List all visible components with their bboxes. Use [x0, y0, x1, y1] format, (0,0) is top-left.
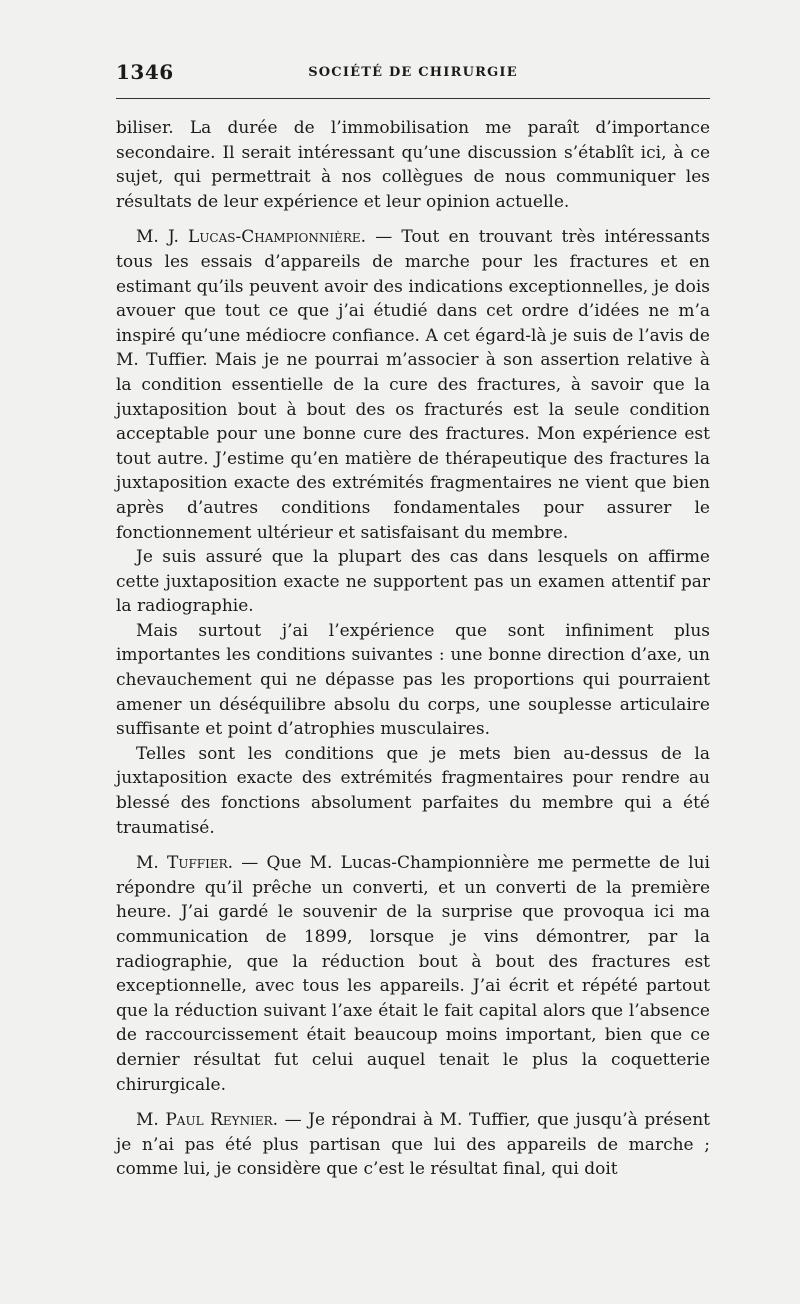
paragraph: biliser. La durée de l’immobilisation me paraît d’importance secondaire. Il serait intéressant qu’une discussion s’établît ici, à ce sujet, qui permettrait à nos collègues de nous communiquer les résultats de leur expérience et leur opinion actuelle.	[116, 118, 710, 212]
page-number: 1346	[116, 60, 174, 84]
paragraph-text: — Tout en trouvant très intéressants tous les essais d’appareils de marche pour les fractures et en estimant qu’ils peuvent avoir des indications exceptionnelles, je dois avouer que tout ce que j’ai étudié dans cet ordre d’idées ne m’a inspiré qu’une médiocre confiance. A cet égard-là je suis de l’avis de M. Tuffier. Mais je ne pourrai m’associer à son assertion relative à la condition essentielle de la cure des fractures, à savoir que la juxtaposition bout à bout des os fracturés est la seule condition acceptable pour une bonne cure des fractures. Mon expérience est tout autre. J’estime qu’en matière de thérapeutique des fractures la juxtaposition exacte des extrémités fragmentaires ne vient que bien après d’autres conditions fondamentales pour assurer le fonctionnement ultérieur et satisfaisant du membre.	[116, 227, 710, 543]
paragraph	[116, 225, 710, 545]
page-header	[116, 60, 710, 86]
speaker-name: M. Paul Reynier.	[136, 1110, 279, 1131]
running-title: SOCIÉTÉ DE CHIRURGIE	[308, 65, 518, 80]
speaker-name: M. Tuffier.	[136, 853, 234, 874]
speaker-name: M. J. Lucas-Championnière.	[136, 227, 367, 248]
paragraph: Telles sont les conditions que je mets bien au-dessus de la juxtaposition exacte des extrémités fragmentaires pour rendre au blessé des fonctions absolument parfaites du membre qui a été traumatisé.	[116, 743, 710, 838]
body-text	[116, 116, 710, 1182]
paragraph-text: — Que M. Lucas-Championnière me permette de lui répondre qu’il prêche un converti, et un converti de la première heure. J’ai gardé le souvenir de la surprise que provoqua ici ma communication de 1899, lorsque je vins démontrer, par la radiographie, que la réduction bout à bout des fractures est exceptionnelle, avec tous les appareils. J’ai écrit et répété partout que la réduction suivant l’axe était le fait capital alors que l’absence de raccourcissement était beaucoup moins important, bien que ce dernier résultat fut celui auquel tenait le plus la coquetterie chirurgicale.	[116, 853, 710, 1095]
paragraph	[116, 851, 710, 1097]
paragraph: Mais surtout j’ai l’expérience que sont infiniment plus importantes les conditions suivantes : une bonne direction d’axe, un chevauchement qui ne dépasse pas les proportions qui pourraient amener un déséquilibre absolu du corps, une souplesse articulaire suffisante et point d’atrophies musculaires.	[116, 620, 710, 740]
paragraph: Je suis assuré que la plupart des cas dans lesquels on affirme cette juxtaposition exacte ne supportent pas un examen attentif par la radiographie.	[116, 547, 710, 617]
paragraph-text: — Je répondrai à M. Tuffier, que jusqu’à présent je n’ai pas été plus partisan que lui des appareils de marche ; comme lui, je considère que c’est le résultat final, qui doit	[116, 1110, 711, 1180]
header-rule	[116, 98, 710, 99]
paragraph	[116, 1108, 710, 1182]
